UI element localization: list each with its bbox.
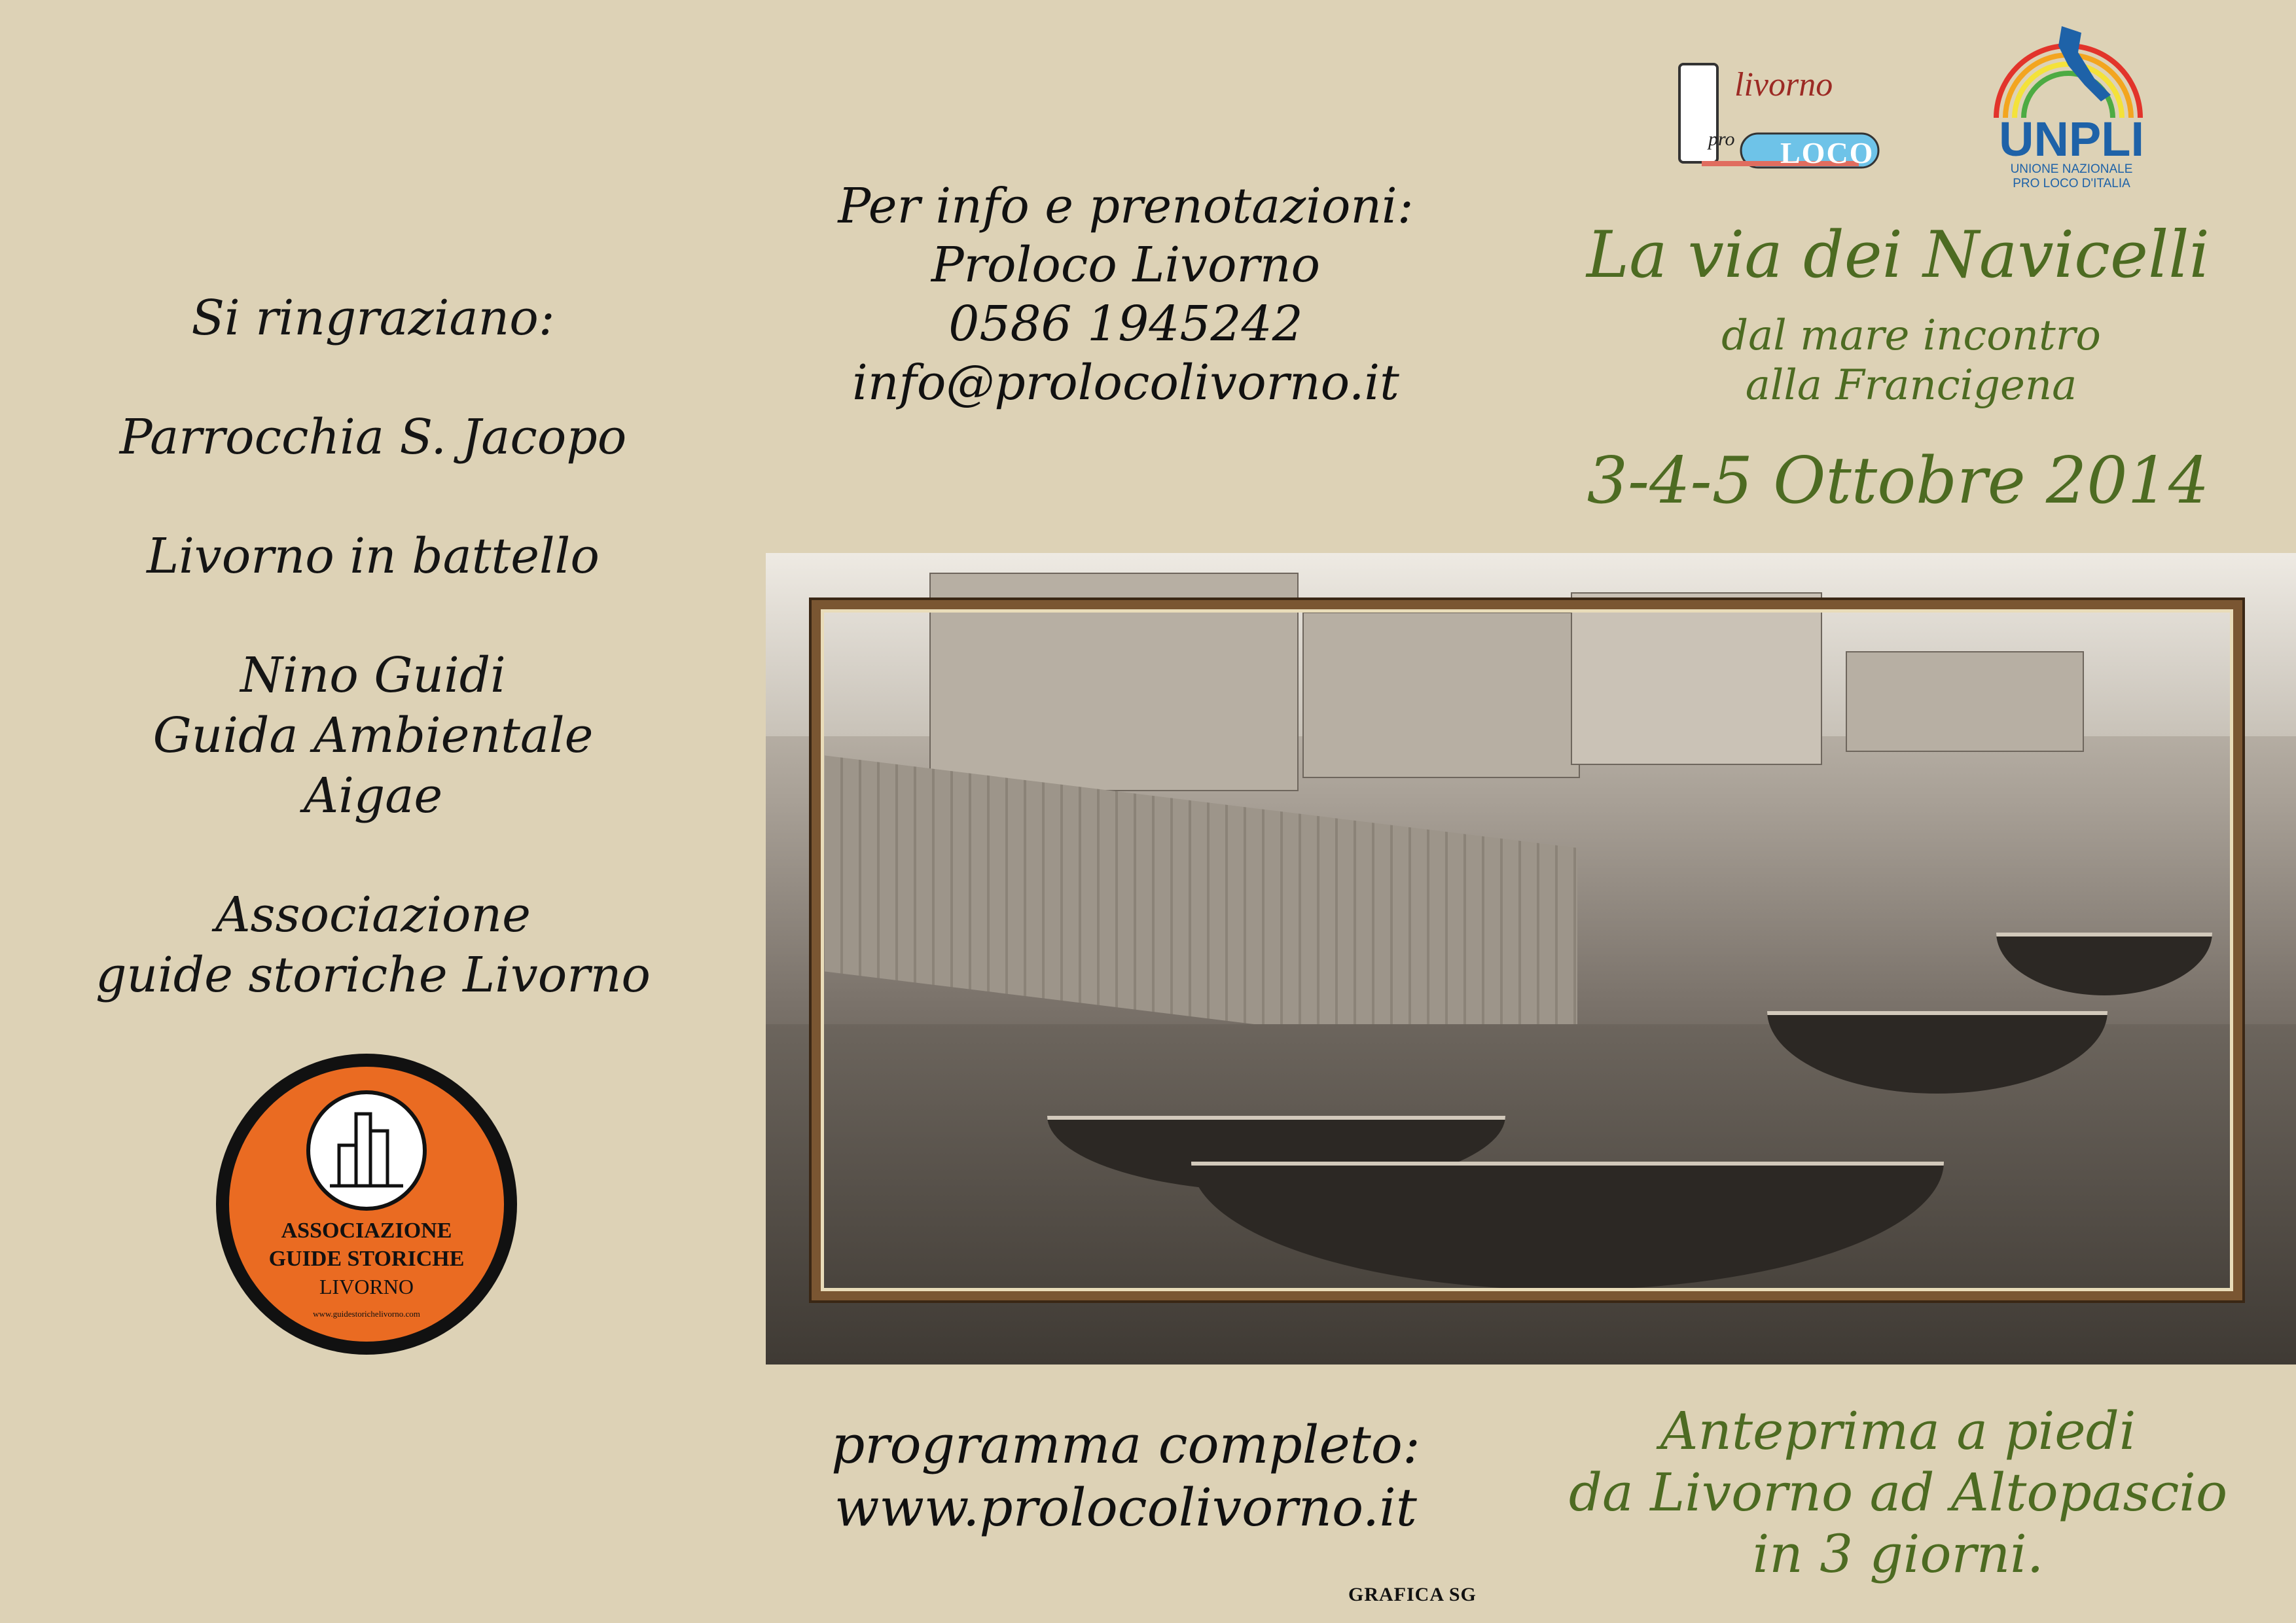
thanks-item-battello: Livorno in battello [147, 528, 600, 584]
tower-icon [310, 1094, 423, 1207]
info-phone: 0586 1945242 [948, 296, 1303, 352]
info-org: Proloco Livorno [931, 237, 1321, 293]
thanks-heading: Si ringraziano: [191, 290, 555, 346]
photo-frame [812, 600, 2242, 1300]
unpli-subtitle: UNIONE NAZIONALE PRO LOCO D'ITALIA [2010, 162, 2133, 190]
proloco-logo-word1: livorno [1734, 66, 1833, 103]
event-subtitle: dal mare incontro alla Francigena [1721, 312, 2101, 410]
info-heading: Per info e prenotazioni: [838, 178, 1414, 234]
proloco-logo-word2: pro [1708, 128, 1735, 150]
canal-photo [766, 553, 2296, 1364]
thanks-item-parrocchia: Parrocchia S. Jacopo [119, 409, 627, 465]
tower-logo-icon [306, 1090, 427, 1211]
program-url: www.prolocolivorno.it [834, 1477, 1417, 1538]
italy-rainbow-icon [1970, 20, 2166, 124]
thanks-column [39, 288, 707, 1005]
program-heading: programma completo: [831, 1414, 1420, 1475]
proloco-logo-word3: LOCO [1780, 136, 1874, 169]
thanks-item-associazione-2: guide storiche Livorno [96, 947, 651, 1003]
thanks-item-associazione-1: Associazione [215, 887, 531, 943]
badge-url: www.guidestorichelivorno.com [313, 1309, 420, 1319]
event-title: La via dei Navicelli [1587, 218, 2210, 293]
association-badge [216, 1054, 517, 1355]
thanks-item-guidi-role: Guida Ambientale [152, 707, 594, 764]
thanks-item-guidi-org: Aigae [303, 768, 443, 824]
badge-line3: LIVORNO [319, 1275, 414, 1298]
info-email: info@prolocolivorno.it [852, 355, 1399, 411]
badge-line1: ASSOCIAZIONE [281, 1219, 452, 1243]
graphics-credit: GRAFICA SG [1348, 1584, 1477, 1605]
info-block [772, 177, 1479, 412]
preview-block: Anteprima a piedi da Livorno ad Altopascio in 3 giorni. [1568, 1400, 2228, 1584]
program-block [772, 1414, 1479, 1539]
unpli-name: UNPLI [1999, 112, 2144, 166]
badge-line2: GUIDE STORICHE [268, 1247, 465, 1271]
thanks-item-guidi-name: Nino Guidi [240, 647, 506, 704]
event-dates: 3-4-5 Ottobre 2014 [1587, 444, 2210, 518]
